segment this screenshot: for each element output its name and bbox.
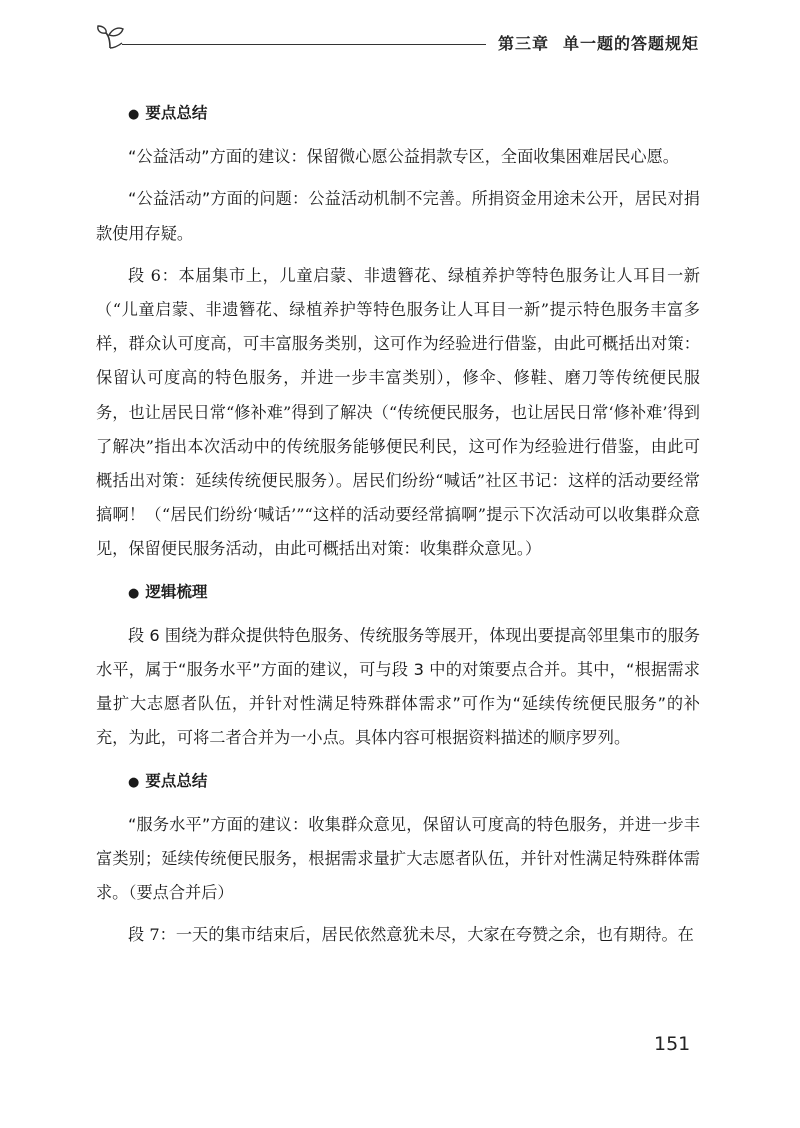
- section-heading-summary-2: [96, 764, 700, 800]
- section-heading-logic: [96, 575, 700, 611]
- paragraph-section-7: 段 7：一天的集市结束后，居民依然意犹未尽，大家在夸赞之余，也有期待。在: [128, 925, 694, 945]
- page-body: [96, 96, 700, 953]
- chapter-number: 第三章: [498, 34, 550, 53]
- paragraph-section-6: 段 6：本届集市上，儿童启蒙、非遗簪花、绿植养护等特色服务让人耳目一新（“儿童启蒙、非遗簪花、绿植养护等特色服务让人耳目一新”提示特色服务丰富多样，群众认可度高，可丰富服务类别，这可作为经验进行借鉴，由此可概括出对策：保留认可度高的特色服务，并进一步丰富类别），修伞、修鞋、磨刀等传统便民服务，也让居民日常“修补难”得到了解决（“传统便民服务，也让居民日常‘修补难’得到了解决”指出本次活动中的传统服务能够便民利民，这可作为经验进行借鉴，由此可概括出对策：延续传统便民服务）。居民们纷纷“喊话”社区书记：这样的活动要经常搞啊！（“居民们纷纷‘喊话’”“这样的活动要经常搞啊”提示下次活动可以收集群众意见，保留便民服务活动，由此可概括出对策：收集群众意见。）: [96, 265, 700, 559]
- heading-text: 要点总结: [145, 104, 208, 122]
- bullet-icon: ●: [128, 585, 140, 601]
- heading-text: 要点总结: [145, 771, 208, 790]
- bullet-icon: ●: [128, 107, 140, 122]
- paragraph-charity-problem: “公益活动”方面的问题：公益活动机制不完善。所捐资金用途未公开，居民对捐款使用存疑。: [96, 189, 700, 243]
- paragraph-logic: 段 6 围绕为群众提供特色服务、传统服务等展开，体现出要提高邻里集市的服务水平，属于“服务水平”方面的建议，可与段 3 中的对策要点合并。其中，“根据需求量扩大志愿者队伍，并针对性满足特殊群体需求”可作为“延续传统便民服务”的补充，为此，可将二者合并为一小点。具体内容可根据资料描述的顺序罗列。: [96, 625, 700, 748]
- section-heading-summary-1: [96, 96, 700, 132]
- sprout-icon: [94, 24, 128, 50]
- heading-text: 逻辑梳理: [145, 582, 208, 601]
- page-number: 151: [654, 1033, 691, 1055]
- page-header: [0, 0, 800, 70]
- chapter-heading: [498, 31, 699, 54]
- header-rule: [122, 44, 486, 45]
- paragraph-service-suggestion: “服务水平”方面的建议：收集群众意见，保留认可度高的特色服务，并进一步丰富类别；延续传统便民服务，根据需求量扩大志愿者队伍，并针对性满足特殊群体需求。（要点合并后）: [96, 814, 700, 903]
- chapter-title: 单一题的答题规矩: [563, 34, 700, 53]
- bullet-icon: ●: [128, 774, 140, 790]
- paragraph-charity-suggestion: “公益活动”方面的建议：保留微心愿公益捐款专区，全面收集困难居民心愿。: [128, 147, 679, 167]
